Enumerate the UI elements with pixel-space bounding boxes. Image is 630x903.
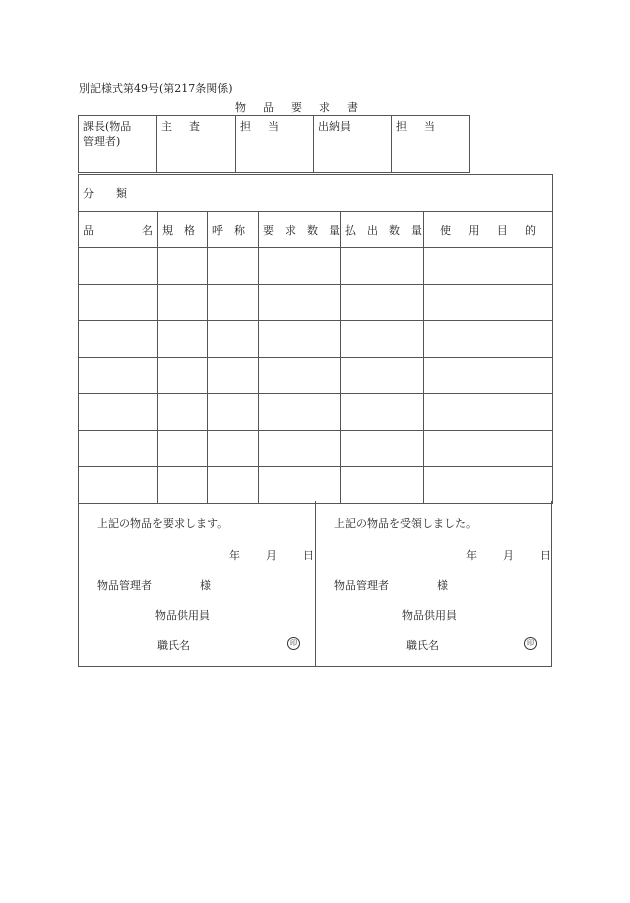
request-seal-icon	[287, 636, 300, 650]
header-purpose-char: 用	[468, 223, 480, 237]
spec-cell[interactable]	[158, 284, 208, 321]
table-row	[79, 357, 553, 394]
request-date-day: 日	[303, 549, 314, 562]
receipt-date-month: 月	[503, 549, 514, 562]
call-name-cell[interactable]	[208, 467, 259, 504]
approval-stamp-table	[78, 115, 470, 173]
header-purpose	[424, 212, 553, 248]
item-name-cell[interactable]	[79, 357, 158, 394]
call-name-cell[interactable]	[208, 394, 259, 431]
call-name-cell[interactable]	[208, 430, 259, 467]
requested-qty-cell[interactable]	[259, 430, 341, 467]
request-name-label[interactable]: 職氏名	[157, 639, 190, 652]
request-honorific: 様	[200, 579, 211, 592]
spec-cell[interactable]	[158, 394, 208, 431]
approval-label: 主 査	[161, 120, 203, 133]
request-manager-line[interactable]	[97, 577, 211, 593]
receipt-user-label: 物品供用員	[402, 609, 457, 622]
issued-qty-cell[interactable]	[341, 467, 424, 504]
table-row	[79, 394, 553, 431]
table-row	[79, 284, 553, 321]
receipt-seal-icon	[524, 636, 537, 650]
approval-cell-cashier[interactable]	[314, 116, 392, 173]
requested-qty-cell[interactable]	[259, 357, 341, 394]
requested-qty-cell[interactable]	[259, 321, 341, 358]
request-user-label: 物品供用員	[155, 609, 210, 622]
request-date-month: 月	[266, 549, 277, 562]
call-name-cell[interactable]	[208, 321, 259, 358]
item-name-cell[interactable]	[79, 467, 158, 504]
approval-cell-staff-2[interactable]	[392, 116, 470, 173]
item-name-cell[interactable]	[79, 430, 158, 467]
receipt-manager-label: 物品管理者	[334, 579, 389, 592]
purpose-cell[interactable]	[424, 357, 553, 394]
document-title: 物品要求書	[235, 101, 375, 114]
header-item-name	[79, 212, 158, 248]
approval-cell-chief-inspector[interactable]	[157, 116, 236, 173]
requested-qty-cell[interactable]	[259, 467, 341, 504]
request-date[interactable]	[229, 547, 314, 563]
issued-qty-cell[interactable]	[341, 394, 424, 431]
purpose-cell[interactable]	[424, 467, 553, 504]
purpose-cell[interactable]	[424, 430, 553, 467]
issued-qty-cell[interactable]	[341, 321, 424, 358]
table-row	[79, 467, 553, 504]
header-call-name-label: 呼 称	[212, 223, 245, 237]
header-purpose-char: 使	[440, 223, 451, 237]
purpose-cell[interactable]	[424, 284, 553, 321]
table-row	[79, 430, 553, 467]
receipt-statement: 上記の物品を受領しました。	[334, 517, 477, 530]
item-name-cell[interactable]	[79, 394, 158, 431]
request-statement: 上記の物品を要求します。	[97, 517, 229, 530]
header-spec	[158, 212, 208, 248]
approval-label: 担 当	[396, 120, 438, 133]
receipt-manager-line[interactable]	[334, 577, 448, 593]
approval-label-line1: 課長(物品	[83, 120, 132, 133]
seal-mark: 印	[524, 637, 537, 650]
seal-mark: 印	[287, 637, 300, 650]
table-row	[79, 321, 553, 358]
receipt-date-day: 日	[540, 549, 551, 562]
signature-section	[78, 501, 552, 667]
approval-label: 出納員	[318, 120, 351, 133]
header-call-name	[208, 212, 259, 248]
receipt-date-year: 年	[466, 549, 477, 562]
request-signature-panel	[79, 501, 316, 666]
call-name-cell[interactable]	[208, 284, 259, 321]
purpose-cell[interactable]	[424, 394, 553, 431]
request-manager-label: 物品管理者	[97, 579, 152, 592]
issued-qty-cell[interactable]	[341, 248, 424, 285]
header-spec-label: 規 格	[162, 223, 195, 237]
approval-cell-staff-1[interactable]	[236, 116, 314, 173]
header-purpose-char: 的	[525, 223, 537, 237]
issued-qty-cell[interactable]	[341, 430, 424, 467]
form-number-label: 別記様式第49号(第217条関係)	[79, 82, 233, 95]
request-date-year: 年	[229, 549, 240, 562]
header-requested-qty	[259, 212, 341, 248]
header-item-name-left: 品	[83, 223, 94, 237]
spec-cell[interactable]	[158, 357, 208, 394]
spec-cell[interactable]	[158, 467, 208, 504]
item-name-cell[interactable]	[79, 284, 158, 321]
receipt-date[interactable]	[466, 547, 551, 563]
receipt-signature-panel	[316, 501, 552, 666]
requested-qty-cell[interactable]	[259, 394, 341, 431]
purpose-cell[interactable]	[424, 321, 553, 358]
spec-cell[interactable]	[158, 321, 208, 358]
header-item-name-right: 名	[142, 223, 153, 237]
header-purpose-char: 目	[496, 223, 508, 237]
header-requested-qty-label: 要 求 数 量	[263, 223, 340, 237]
issued-qty-cell[interactable]	[341, 284, 424, 321]
item-name-cell[interactable]	[79, 248, 158, 285]
classification-cell[interactable]	[79, 175, 553, 212]
approval-label-line2: 管理者)	[83, 135, 121, 148]
receipt-name-label[interactable]: 職氏名	[406, 639, 439, 652]
call-name-cell[interactable]	[208, 248, 259, 285]
purpose-cell[interactable]	[424, 248, 553, 285]
classification-label: 分 類	[83, 187, 127, 200]
item-request-table	[78, 174, 553, 504]
table-row	[79, 248, 553, 285]
approval-label: 担 当	[240, 120, 282, 133]
spec-cell[interactable]	[158, 430, 208, 467]
requested-qty-cell[interactable]	[259, 248, 341, 285]
header-issued-qty-label: 払 出 数 量	[345, 223, 422, 237]
item-name-cell[interactable]	[79, 321, 158, 358]
issued-qty-cell[interactable]	[341, 357, 424, 394]
header-issued-qty	[341, 212, 424, 248]
call-name-cell[interactable]	[208, 357, 259, 394]
approval-cell-section-chief[interactable]	[79, 116, 157, 173]
spec-cell[interactable]	[158, 248, 208, 285]
requested-qty-cell[interactable]	[259, 284, 341, 321]
receipt-honorific: 様	[437, 579, 448, 592]
